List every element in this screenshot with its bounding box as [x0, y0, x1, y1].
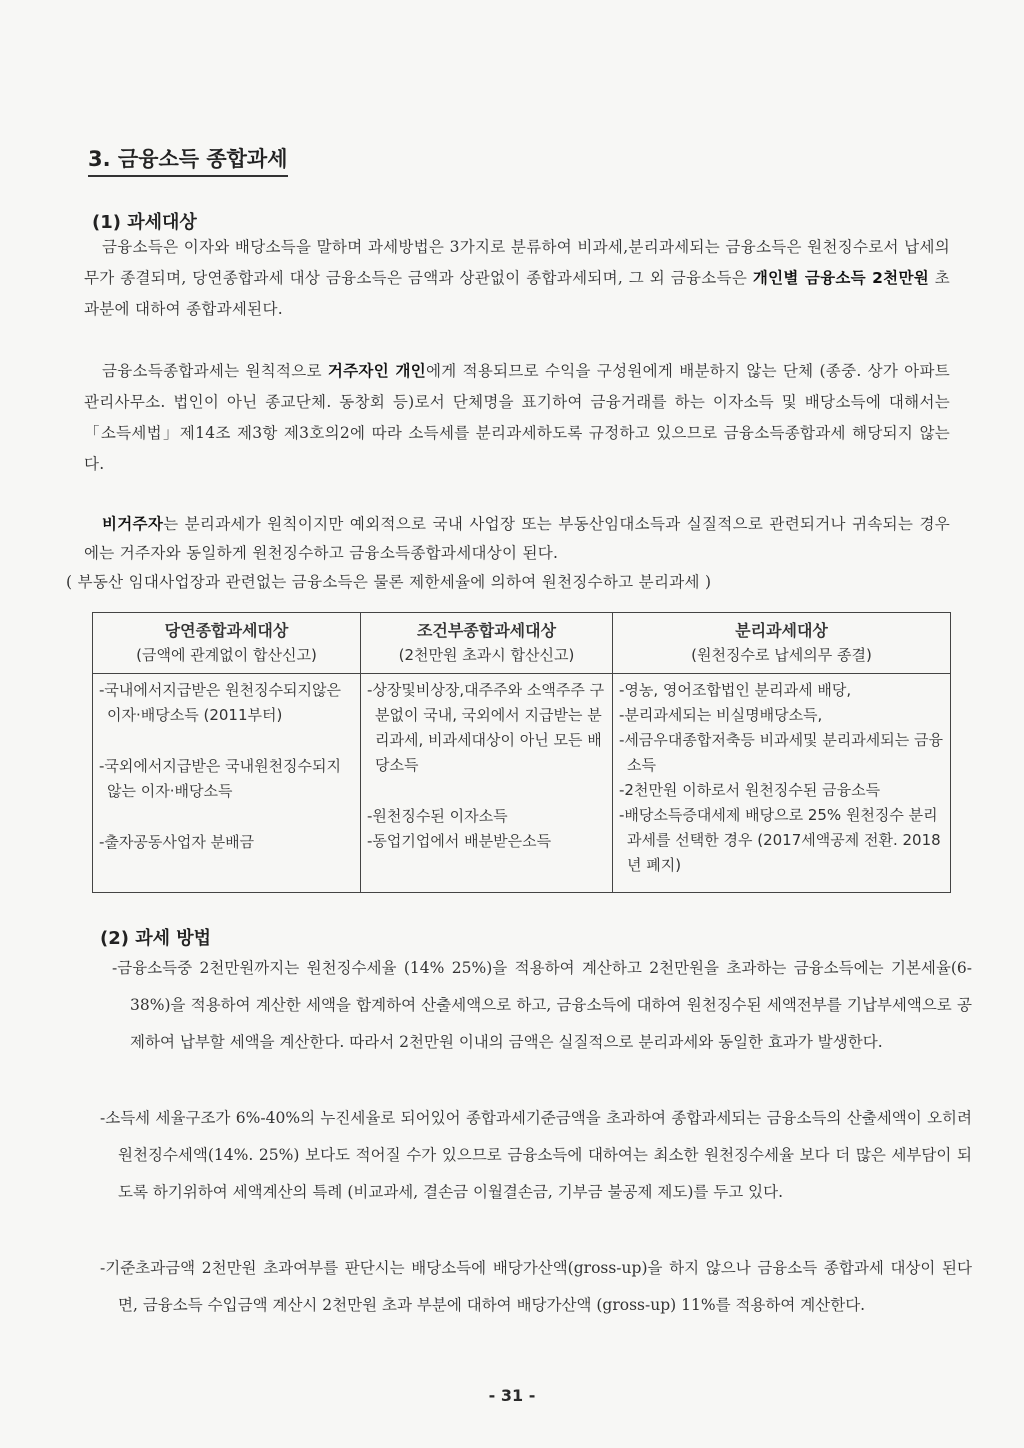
paragraph-2-text-a: 금융소득종합과세는 원칙적으로 [102, 362, 328, 380]
table-cell-col1 [93, 674, 361, 893]
paragraph-2-bold: 거주자인 개인 [327, 362, 427, 380]
table-cell-item: -배당소득증대세제 배당으로 25% 원천징수 분리과세를 선택한 경우 (2017세액공제 전환. 2018년 폐지) [619, 806, 941, 874]
table-cell-item: -국내에서지급받은 원천징수되지않은 이자·배당소득 (2011부터) [99, 681, 342, 724]
table-cell-item: -동업기업에서 배분받은소득 [367, 832, 552, 850]
paragraph-3 [66, 510, 950, 597]
table-header-cell [613, 613, 951, 674]
paragraph-2-text-b: 에게 적용되므로 수익을 구성원에게 배분하지 않는 단체 (종중. 상가 아파트 관리사무소. 법인이 아닌 종교단체. 동창회 등)로서 단체명을 표기하여 금융거래를 하는 이자소득 및 배당소득에 대해서는 「소득세법」제14조 제3항 제3호의2에 따라 소득세를 분리과세하도록 규정하고 있으므로 금융소득종합과세 해당되지 않는다. [84, 362, 950, 473]
header-title: 분리과세대상 [735, 621, 828, 640]
table-cell-item: -국외에서지급받은 국내원천징수되지않는 이자·배당소득 [99, 757, 342, 800]
table-cell-item: -영농, 영어조합법인 분리과세 배당, [619, 681, 852, 699]
header-subtitle: (원천징수로 납세의무 종결) [691, 646, 872, 664]
table-header-cell [361, 613, 613, 674]
table-cell-item: -상장및비상장,대주주와 소액주주 구분없이 국내, 국외에서 지급받는 분리과세, 비과세대상이 아닌 모든 배당소득 [367, 681, 605, 774]
table-cell-item: -원천징수된 이자소득 [367, 807, 508, 825]
paragraph-3-bold: 비거주자 [102, 515, 164, 533]
method-bullet-2: -소득세 세율구조가 6%-40%의 누진세율로 되어있어 종합과세기준금액을 초과하여 종합과세되는 금융소득의 산출세액이 오히려 원천징수세액(14%. 25%) 보다도 적어질 수가 있으므로 금융소득에 대하여는 최소한 원천징수세율 보다 더 많은 세부담이 되도록 하기위하여 세액계산의 특례 (비교과세, 결손금 이월결손금, 기부금 불공제 제도)를 두고 있다. [100, 1109, 972, 1201]
page-number: - 31 - [488, 1386, 536, 1405]
table-body-row [93, 674, 951, 893]
method-bullet-3: -기준초과금액 2천만원 초과여부를 판단시는 배당소득에 배당가산액(gross-up)을 하지 않으나 금융소득 종합과세 대상이 된다면, 금융소득 수입금액 계산시 2천만원 초과 부분에 대하여 배당가산액 (gross-up) 11%를 적용하여 계산한다. [100, 1259, 972, 1314]
paragraph-3-text-a: 는 분리과세가 원칙이지만 예외적으로 국내 사업장 또는 부동산임대소득과 실질적으로 관련되거나 귀속되는 경우에는 거주자와 동일하게 원천징수하고 금융소득종합과세대상이 된다. [84, 515, 950, 562]
table-cell-col3 [613, 674, 951, 893]
header-subtitle: (2천만원 초과시 합산신고) [398, 646, 575, 664]
table-cell-item: -출자공동사업자 분배금 [99, 833, 255, 851]
method-bullet-1: -금융소득중 2천만원까지는 원천징수세율 (14% 25%)을 적용하여 계산하고 2천만원을 초과하는 금융소득에는 기본세율(6-38%)을 적용하여 계산한 세액을 합계하여 산출세액으로 하고, 금융소득에 대하여 원천징수된 세액전부를 기납부세액으로 공제하여 납부할 세액을 계산한다. 따라서 2천만원 이내의 금액은 실질적으로 분리과세와 동일한 효과가 발생한다. [112, 959, 972, 1051]
table-cell-item: -세금우대종합저축등 비과세및 분리과세되는 금융소득 [619, 731, 944, 774]
table-cell-col2 [361, 674, 613, 893]
paragraph-1-text-a: 금융소득은 이자와 배당소득을 말하며 과세방법은 3가지로 분류하여 비과세,분리과세되는 금융소득은 원천징수로서 납세의무가 종결되며, 당연종합과세 대상 금융소득은 금액과 상관없이 종합과세되며, 그 외 금융소득은 [84, 238, 950, 287]
table-cell-item: -2천만원 이하로서 원천징수된 금융소득 [619, 781, 881, 799]
table-header-cell [93, 613, 361, 674]
header-subtitle: (금액에 관계없이 합산신고) [136, 646, 317, 664]
table-header-row [93, 613, 951, 674]
subsection-title-1: (1) 과세대상 [92, 212, 197, 233]
paragraph-1-bold: 개인별 금융소득 2천만원 [752, 269, 930, 287]
header-title: 당연종합과세대상 [164, 621, 289, 640]
subsection-title-2: (2) 과세 방법 [100, 928, 212, 949]
table-cell-item: -분리과세되는 비실명배당소득, [619, 706, 823, 724]
header-title: 조건부종합과세대상 [416, 621, 557, 640]
taxation-table [92, 612, 951, 893]
paragraph-1-text-b: 초과분에 대하여 종합과세된다. [84, 269, 950, 318]
paragraph-2 [84, 356, 950, 480]
paragraph-1 [84, 232, 950, 325]
paragraph-3-note: ( 부동산 임대사업장과 관련없는 금융소득은 물론 제한세율에 의하여 원천징수하고 분리과세 ) [66, 573, 712, 591]
section-title: 3. 금융소득 종합과세 [88, 143, 288, 177]
